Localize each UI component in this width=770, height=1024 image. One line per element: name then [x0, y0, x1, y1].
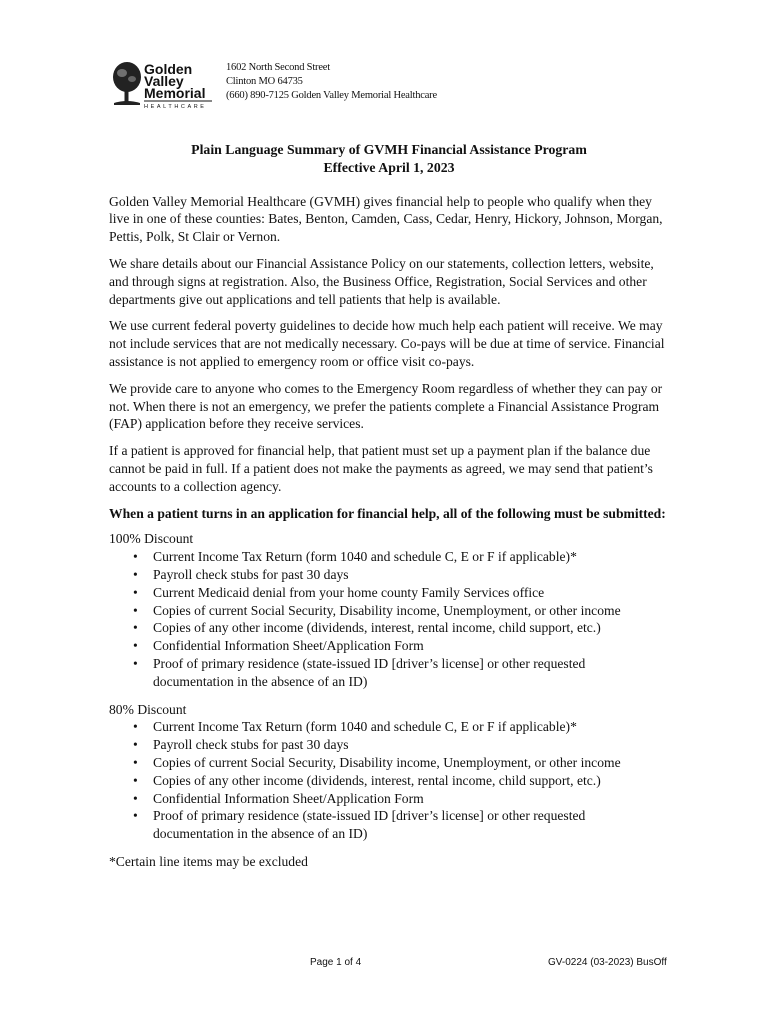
form-code: GV-0224 (03-2023) BusOff	[548, 957, 667, 968]
title-block	[109, 141, 669, 177]
tree-icon	[113, 62, 141, 105]
list-item: • Copies of current Social Security, Disability income, Unemployment, or other income	[153, 602, 669, 620]
footnote: *Certain line items may be excluded	[109, 853, 308, 869]
list-item: • Proof of primary residence (state-issued ID [driver’s license] or other requested documentation in the absence of an ID)	[153, 807, 669, 843]
list-item: • Confidential Information Sheet/Application Form	[153, 637, 669, 655]
application-heading: When a patient turns in an application for financial help, all of the following must be submitted:	[109, 505, 666, 521]
effective-date: Effective April 1, 2023	[323, 159, 455, 175]
logo-line-golden: Golden	[144, 61, 193, 77]
list-item: • Confidential Information Sheet/Application Form	[153, 790, 669, 808]
list-item: • Current Income Tax Return (form 1040 and schedule C, E or F if applicable)*	[153, 548, 669, 566]
document-title: Plain Language Summary of GVMH Financial Assistance Program	[191, 142, 587, 157]
list-item: • Copies of any other income (dividends, interest, rental income, child support, etc.)	[153, 772, 669, 790]
document-body	[109, 141, 669, 880]
paragraph-payment-plan: If a patient is approved for financial help, that patient must set up a payment plan if the balance due cannot be paid in full. If a patient does not make the payments as agreed, we may send that patient’s accounts to a collection agency.	[109, 443, 653, 494]
discount-100-list	[109, 548, 669, 690]
page-number: Page 1 of 4	[310, 957, 362, 968]
paragraph-policy-sharing: We share details about our Financial Assistance Policy on our statements, collection letters, website, and through signs at registration. Also, the Business Office, Registration, Social Services and other departments give out applications and tell patients that help is available.	[109, 255, 654, 307]
list-item: • Current Income Tax Return (form 1040 and schedule C, E or F if applicable)*	[153, 718, 669, 736]
logo-line-valley: Valley	[144, 73, 184, 89]
list-item: • Payroll check stubs for past 30 days	[153, 736, 669, 754]
discount-80-list	[109, 718, 669, 843]
list-item: • Current Medicaid denial from your home county Family Services office	[153, 584, 669, 602]
list-item: • Copies of any other income (dividends, interest, rental income, child support, etc.)	[153, 619, 669, 637]
list-item: • Copies of current Social Security, Disability income, Unemployment, or other income	[153, 754, 669, 772]
list-item: • Proof of primary residence (state-issued ID [driver’s license] or other requested documentation in the absence of an ID)	[153, 655, 669, 691]
address-street: 1602 North Second Street	[226, 62, 330, 73]
discount-100-label: 100% Discount	[109, 531, 194, 547]
address-block	[226, 61, 437, 103]
logo-tagline: HEALTHCARE	[144, 104, 207, 109]
logo-line-memorial: Memorial	[144, 85, 206, 101]
paragraph-eligibility: Golden Valley Memorial Healthcare (GVMH) gives financial help to people who qualify when they live in one of these counties: Bates, Benton, Camden, Cass, Cedar, Henry, Hickory, Johnson, Morgan, Pettis, Polk, St Clair or Vernon.	[109, 193, 663, 245]
address-phone: (660) 890-7125 Golden Valley Memorial Healthcare	[226, 90, 437, 101]
list-item: • Payroll check stubs for past 30 days	[153, 566, 669, 584]
discount-80-label: 80% Discount	[109, 701, 187, 717]
paragraph-poverty-guidelines: We use current federal poverty guidelines to decide how much help each patient will receive. We may not include services that are not medically necessary. Co-pays will be due at time of service. Financial assistance is not applied to emergency room or office visit co-pays.	[109, 318, 665, 369]
gvmh-logo	[110, 59, 215, 109]
address-city: Clinton MO 64735	[226, 76, 303, 87]
paragraph-emergency-care: We provide care to anyone who comes to the Emergency Room regardless of whether they can pay or not. When there is not an emergency, we prefer the patients complete a Financial Assistance Program (FAP) application before they receive services.	[109, 380, 663, 432]
